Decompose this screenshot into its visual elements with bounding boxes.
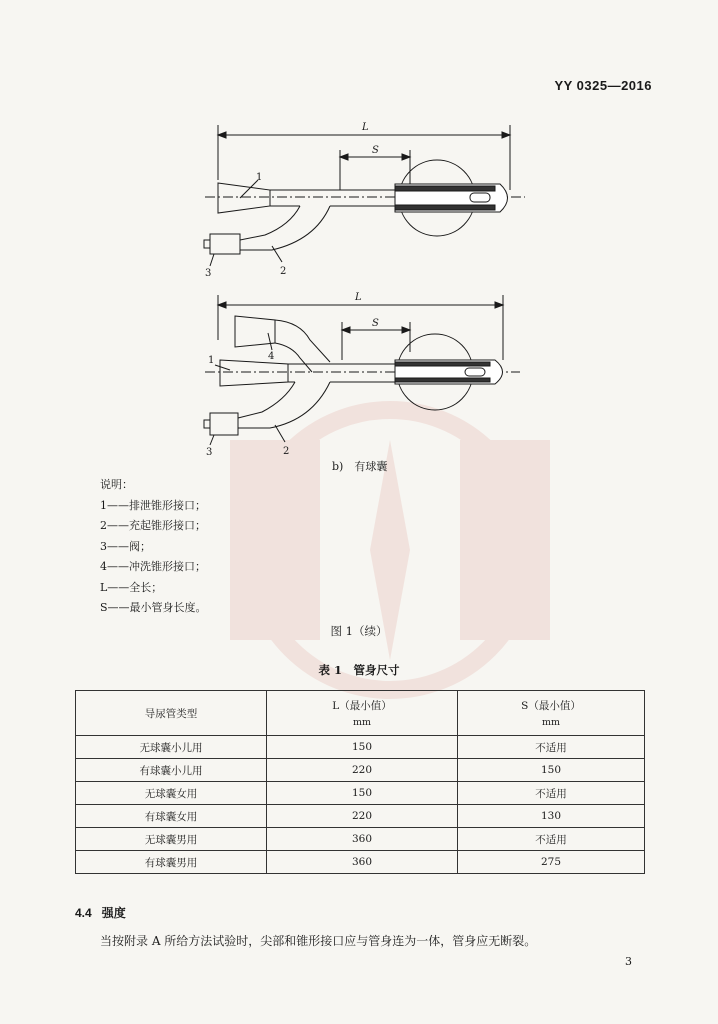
legend-title: 说明：	[100, 478, 133, 491]
header-S: S（最小值） mm	[458, 691, 645, 736]
section-heading	[75, 904, 126, 921]
cell-L: 360	[267, 828, 458, 851]
legend-item: L——全长；	[100, 580, 163, 594]
tube-dimensions-table	[75, 690, 645, 874]
cell-L: 360	[267, 851, 458, 874]
legend-item: S——最小管身长度。	[100, 601, 207, 614]
document-id: YY 0325—2016	[554, 78, 652, 93]
legend-item: 2——充起锥形接口；	[100, 519, 206, 532]
header-L: L（最小值） mm	[267, 691, 458, 736]
dim-label-S-b: S	[372, 318, 379, 329]
cell-type: 有球囊男用	[76, 851, 267, 874]
figure-subcaption: b) 有球囊	[332, 460, 388, 473]
figure-legend	[100, 475, 207, 619]
cell-S: 不适用	[458, 736, 645, 759]
cell-type: 无球囊小儿用	[76, 736, 267, 759]
callout-1: 1	[256, 172, 263, 183]
table-row	[76, 805, 645, 828]
cell-type: 无球囊女用	[76, 782, 267, 805]
catheter-diagrams	[0, 0, 718, 470]
legend-item: 1——排泄锥形接口；	[100, 498, 206, 512]
callout-3: 3	[205, 268, 212, 279]
dim-label-L: L	[362, 122, 369, 133]
table-header-row	[76, 691, 645, 736]
legend-item: 3——阀；	[100, 539, 151, 553]
section-paragraph: 当按附录 A 所给方法试验时，尖部和锥形接口应与管身连为一体，管身应无断裂。	[100, 934, 537, 948]
cell-S: 不适用	[458, 782, 645, 805]
cell-type: 有球囊女用	[76, 805, 267, 828]
table-row	[76, 851, 645, 874]
callout-4: 4	[268, 351, 275, 362]
cell-type: 有球囊小儿用	[76, 759, 267, 782]
section-title: 强度	[101, 906, 126, 920]
cell-S: 275	[458, 851, 645, 874]
header-type: 导尿管类型	[76, 691, 267, 736]
cell-L: 150	[267, 782, 458, 805]
callout-2: 2	[280, 266, 287, 277]
two-way-catheter-drawing	[204, 125, 525, 266]
three-way-catheter-drawing	[204, 295, 520, 445]
cell-L: 220	[267, 759, 458, 782]
table-row	[76, 782, 645, 805]
callout-1-b: 1	[208, 355, 215, 366]
cell-L: 220	[267, 805, 458, 828]
cell-S: 150	[458, 759, 645, 782]
legend-item: 4——冲洗锥形接口；	[100, 560, 206, 573]
table-row	[76, 759, 645, 782]
cell-L: 150	[267, 736, 458, 759]
cell-type: 无球囊男用	[76, 828, 267, 851]
dim-label-L-b: L	[355, 292, 362, 303]
callout-3-b: 3	[206, 447, 213, 458]
table-row	[76, 828, 645, 851]
dim-label-S: S	[372, 145, 379, 156]
table-caption: 表 1 管身尺寸	[318, 663, 400, 677]
page-number: 3	[625, 955, 632, 968]
figure-caption: 图 1（续）	[330, 624, 388, 638]
table-row	[76, 736, 645, 759]
cell-S: 130	[458, 805, 645, 828]
cell-S: 不适用	[458, 828, 645, 851]
callout-2-b: 2	[283, 446, 290, 457]
section-number: 4.4	[75, 906, 92, 920]
